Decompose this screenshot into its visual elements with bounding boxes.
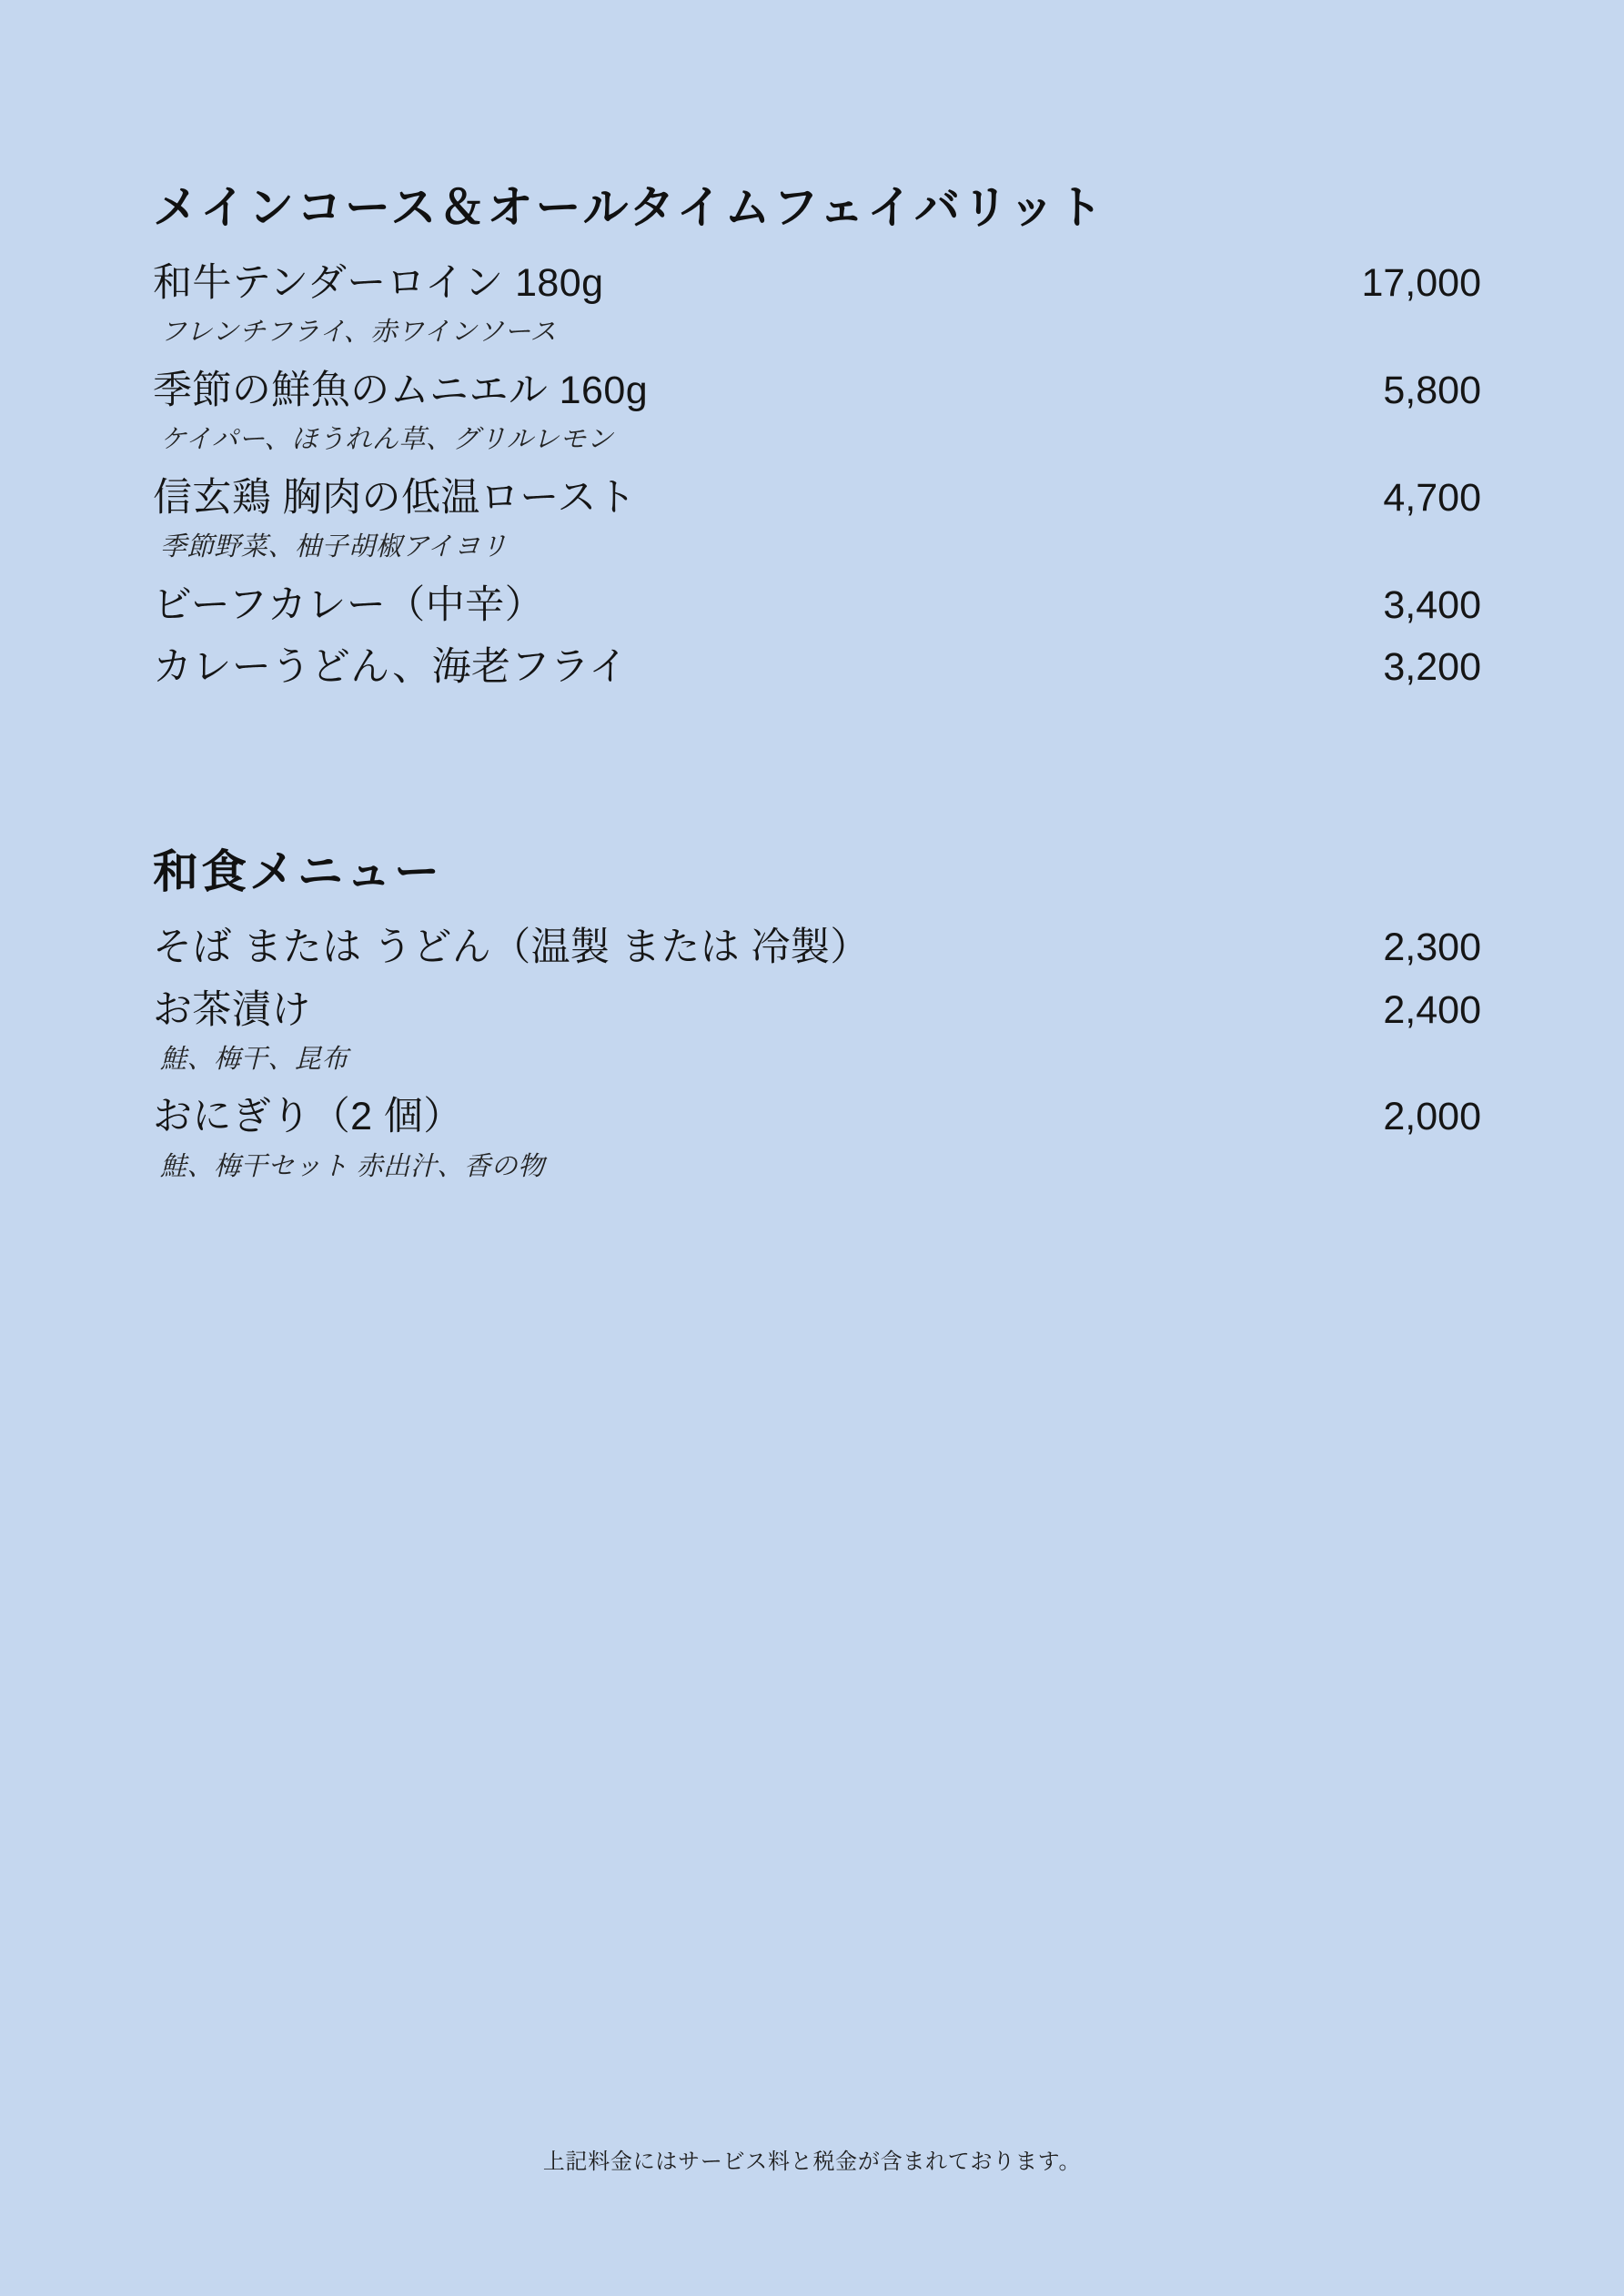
menu-item [153,255,1481,353]
menu-item-name: ビーフカレー（中辛） [153,582,544,627]
menu-item-price: 4,700 [1383,475,1481,520]
menu-item-price: 3,200 [1383,644,1481,689]
menu-item-row [153,1088,1481,1145]
menu-item-name: そば または うどん（温製 または 冷製） [153,925,870,970]
menu-item-name: 季節の鮮魚のムニエル 160g [153,368,649,412]
menu-item-row [153,362,1481,419]
menu-item-description: 鮭、梅干セット 赤出汁、香の物 [160,1151,545,1181]
menu-item-price: 2,000 [1383,1095,1481,1139]
menu-item-description: フレンチフライ、赤ワインソース [160,318,558,348]
menu-section-japanese [153,845,1481,1187]
menu-item-name: おにぎり（2 個） [153,1095,463,1139]
menu-item-description: ケイパー、ほうれん草、グリルレモン [160,425,614,455]
menu-item [153,577,1481,633]
section-title: メインコース＆オールタイムフェイバリット [153,182,1105,233]
menu-item-description: 鮭、梅干、昆布 [160,1044,349,1074]
menu-item-price: 2,300 [1383,925,1481,970]
menu-item-row [153,639,1481,695]
menu-item-name: カレーうどん、海老フライ [153,644,629,689]
menu-item-row [153,982,1481,1038]
menu-item-price: 3,400 [1383,582,1481,627]
menu-item-row [153,470,1481,526]
menu-item [153,470,1481,568]
menu-item-row [153,255,1481,311]
menu-content [153,180,1481,1196]
menu-item-name: 信玄鶏 胸肉の低温ロースト [153,475,637,520]
menu-item [153,639,1481,695]
menu-item-row [153,919,1481,976]
menu-item-price: 5,800 [1383,368,1481,412]
menu-item-description: 季節野菜、柚子胡椒アイヨリ [160,532,508,562]
menu-section-main-course [153,180,1481,695]
menu-item [153,362,1481,460]
section-spacer [153,701,1481,845]
menu-item-name: 和牛テンダーロイン 180g [153,261,604,305]
section-title: 和食メニュー [153,846,442,898]
menu-item-price: 17,000 [1361,261,1481,305]
menu-item [153,1088,1481,1187]
menu-item [153,919,1481,976]
price-footnote: 上記料金にはサービス料と税金が含まれております。 [542,2150,1082,2174]
menu-item-price: 2,400 [1383,987,1481,1032]
menu-item [153,982,1481,1080]
menu-item-row [153,577,1481,633]
menu-item-name: お茶漬け [153,987,311,1032]
